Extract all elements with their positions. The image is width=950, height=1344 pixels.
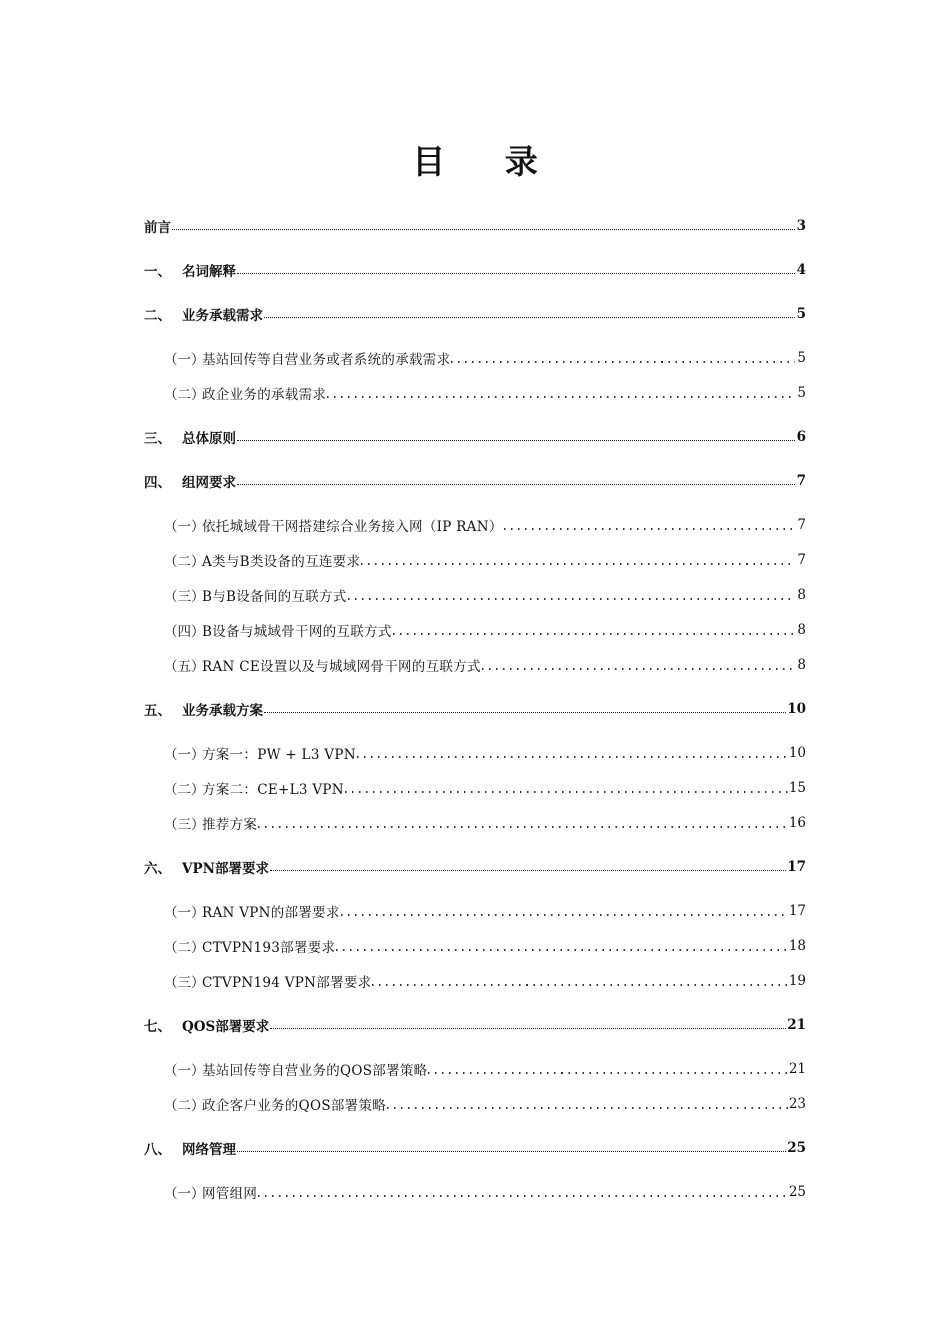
toc-entry-section[interactable]	[144, 963, 806, 998]
toc-entry-number: 二、	[144, 307, 171, 324]
toc-entry-number: （一）	[164, 518, 205, 535]
toc-entry-number: （五）	[164, 658, 205, 675]
toc-leader-dots	[172, 219, 795, 230]
toc-entry-page: 15	[788, 779, 806, 796]
toc-entry-number: 七、	[144, 1018, 171, 1035]
toc-entry-page: 25	[787, 1139, 806, 1156]
toc-entry-page: 17	[788, 902, 806, 919]
toc-entry-chapter-5[interactable]	[144, 691, 806, 726]
toc-entry-page: 7	[796, 472, 806, 489]
toc-entry-label: B设备与城域骨干网的互联方式	[202, 623, 392, 640]
toc-entry-section[interactable]	[144, 577, 806, 612]
toc-entry-label: 总体原则	[182, 430, 236, 447]
toc-entry-page: 3	[796, 217, 806, 234]
toc-entry-page: 5	[797, 384, 806, 401]
toc-entry-page: 8	[797, 656, 806, 673]
toc-entry-label: 业务承载需求	[182, 307, 263, 324]
toc-leader-dots	[264, 307, 795, 318]
toc-leader-dots	[482, 658, 795, 670]
toc-entry-chapter-2[interactable]	[144, 296, 806, 331]
toc-leader-dots	[393, 623, 795, 635]
toc-entry-section[interactable]	[144, 1086, 806, 1121]
toc-entry-label: 网管组网	[202, 1185, 258, 1202]
toc-leader-dots	[258, 1185, 788, 1197]
toc-entry-number: （二）	[164, 1097, 205, 1114]
toc-entry-label: 政企客户业务的QOS部署策略	[202, 1097, 387, 1114]
toc-entry-label: 网络管理	[182, 1141, 236, 1158]
toc-entry-chapter-6[interactable]	[144, 849, 806, 884]
toc-entry-number: （二）	[164, 939, 205, 956]
toc-leader-dots	[237, 474, 795, 485]
toc-entry-label: CTVPN193部署要求	[202, 939, 336, 956]
toc-leader-dots	[264, 702, 786, 713]
toc-entry-label: 前言	[144, 219, 171, 236]
toc-leader-dots	[361, 553, 795, 565]
toc-entry-chapter-3[interactable]	[144, 419, 806, 454]
toc-leader-dots	[237, 430, 795, 441]
toc-entry-section[interactable]	[144, 805, 806, 840]
toc-entry-section[interactable]	[144, 507, 806, 542]
toc-entry-number: （二）	[164, 781, 205, 798]
toc-entry-page: 21	[788, 1060, 806, 1077]
toc-entry-page: 4	[796, 261, 806, 278]
toc-entry-number: （一）	[164, 1062, 205, 1079]
toc-entry-number: 一、	[144, 263, 171, 280]
toc-leader-dots	[341, 904, 788, 916]
toc-entry-page: 21	[787, 1016, 806, 1033]
toc-entry-section[interactable]	[144, 770, 806, 805]
toc-entry-number: （二）	[164, 386, 205, 403]
toc-entry-page: 8	[797, 621, 806, 638]
toc-entry-page: 6	[796, 428, 806, 445]
toc-entry-section[interactable]	[144, 735, 806, 770]
toc-entry-label: RAN CE设置以及与城域网骨干网的互联方式	[202, 658, 481, 675]
toc-entry-section[interactable]	[144, 1174, 806, 1209]
toc-entry-chapter-1[interactable]	[144, 252, 806, 287]
toc-entry-page: 10	[787, 700, 806, 717]
toc-entry-number: 八、	[144, 1141, 171, 1158]
toc-leader-dots	[504, 518, 795, 530]
toc-entry-label: 组网要求	[182, 474, 236, 491]
toc-entry-number: 四、	[144, 474, 171, 491]
toc-entry-label: RAN VPN的部署要求	[202, 904, 340, 921]
toc-leader-dots	[258, 816, 788, 828]
toc-leader-dots	[345, 781, 788, 793]
toc-entry-label: B与B设备间的互联方式	[202, 588, 347, 605]
toc-leader-dots	[270, 1018, 786, 1029]
toc-leader-dots	[237, 263, 795, 274]
toc-entry-page: 10	[788, 744, 806, 761]
toc-title: 目 录	[412, 142, 562, 181]
toc-entry-label: CTVPN194 VPN部署要求	[202, 974, 372, 991]
toc-entry-label: 推荐方案	[202, 816, 258, 833]
toc-entry-page: 8	[797, 586, 806, 603]
toc-entry-section[interactable]	[144, 375, 806, 410]
table-of-contents	[144, 208, 806, 1209]
toc-leader-dots	[428, 1062, 787, 1074]
toc-entry-page: 7	[797, 516, 806, 533]
toc-entry-section[interactable]	[144, 542, 806, 577]
toc-entry-number: 三、	[144, 430, 171, 447]
toc-entry-label: 政企业务的承载需求	[202, 386, 327, 403]
toc-entry-section[interactable]	[144, 612, 806, 647]
toc-leader-dots	[357, 746, 788, 758]
toc-entry-page: 16	[788, 814, 806, 831]
toc-entry-page: 25	[788, 1183, 806, 1200]
toc-entry-section[interactable]	[144, 893, 806, 928]
toc-entry-label: 基站回传等自营业务的QOS部署策略	[202, 1062, 428, 1079]
toc-entry-label: 业务承载方案	[182, 702, 263, 719]
toc-entry-chapter-7[interactable]	[144, 1007, 806, 1042]
toc-entry-label: VPN部署要求	[182, 860, 269, 877]
toc-leader-dots	[336, 939, 787, 951]
toc-entry-number: （四）	[164, 623, 205, 640]
toc-entry-number: （二）	[164, 553, 205, 570]
toc-entry-label: 方案二：CE+L3 VPN	[202, 781, 344, 798]
toc-entry-number: （一）	[164, 904, 205, 921]
toc-entry-page: 19	[788, 972, 806, 989]
toc-entry-number: 六、	[144, 860, 171, 877]
toc-leader-dots	[372, 974, 787, 986]
toc-leader-dots	[237, 1141, 786, 1152]
toc-entry-page: 5	[797, 349, 806, 366]
toc-leader-dots	[387, 1097, 788, 1109]
toc-entry-page: 18	[788, 937, 806, 954]
toc-entry-chapter-4[interactable]	[144, 463, 806, 498]
toc-entry-section[interactable]	[144, 340, 806, 375]
toc-entry-number: 五、	[144, 702, 171, 719]
toc-entry-page: 17	[787, 858, 806, 875]
toc-entry-label: 基站回传等自营业务或者系统的承载需求	[202, 351, 451, 368]
toc-entry-section[interactable]	[144, 1051, 806, 1086]
toc-entry-number: （一）	[164, 746, 205, 763]
toc-entry-label: 名词解释	[182, 263, 236, 280]
toc-leader-dots	[270, 860, 786, 871]
toc-entry-label: 方案一：PW + L3 VPN	[202, 746, 356, 763]
toc-entry-page: 7	[797, 551, 806, 568]
toc-leader-dots	[327, 386, 795, 398]
toc-entry-foreword[interactable]	[144, 208, 806, 243]
toc-entry-page: 23	[788, 1095, 806, 1112]
toc-entry-page: 5	[796, 305, 806, 322]
toc-entry-label: QOS部署要求	[182, 1018, 270, 1035]
toc-entry-number: （三）	[164, 588, 205, 605]
toc-entry-section[interactable]	[144, 928, 806, 963]
toc-entry-section[interactable]	[144, 647, 806, 682]
toc-entry-label: A类与B类设备的互连要求	[202, 553, 361, 570]
toc-entry-label: 依托城域骨干网搭建综合业务接入网（IP RAN）	[202, 518, 503, 535]
toc-entry-chapter-8[interactable]	[144, 1130, 806, 1165]
toc-entry-number: （三）	[164, 974, 205, 991]
toc-leader-dots	[451, 351, 795, 363]
toc-entry-number: （三）	[164, 816, 205, 833]
toc-entry-number: （一）	[164, 1185, 205, 1202]
toc-entry-number: （一）	[164, 351, 205, 368]
toc-leader-dots	[348, 588, 795, 600]
